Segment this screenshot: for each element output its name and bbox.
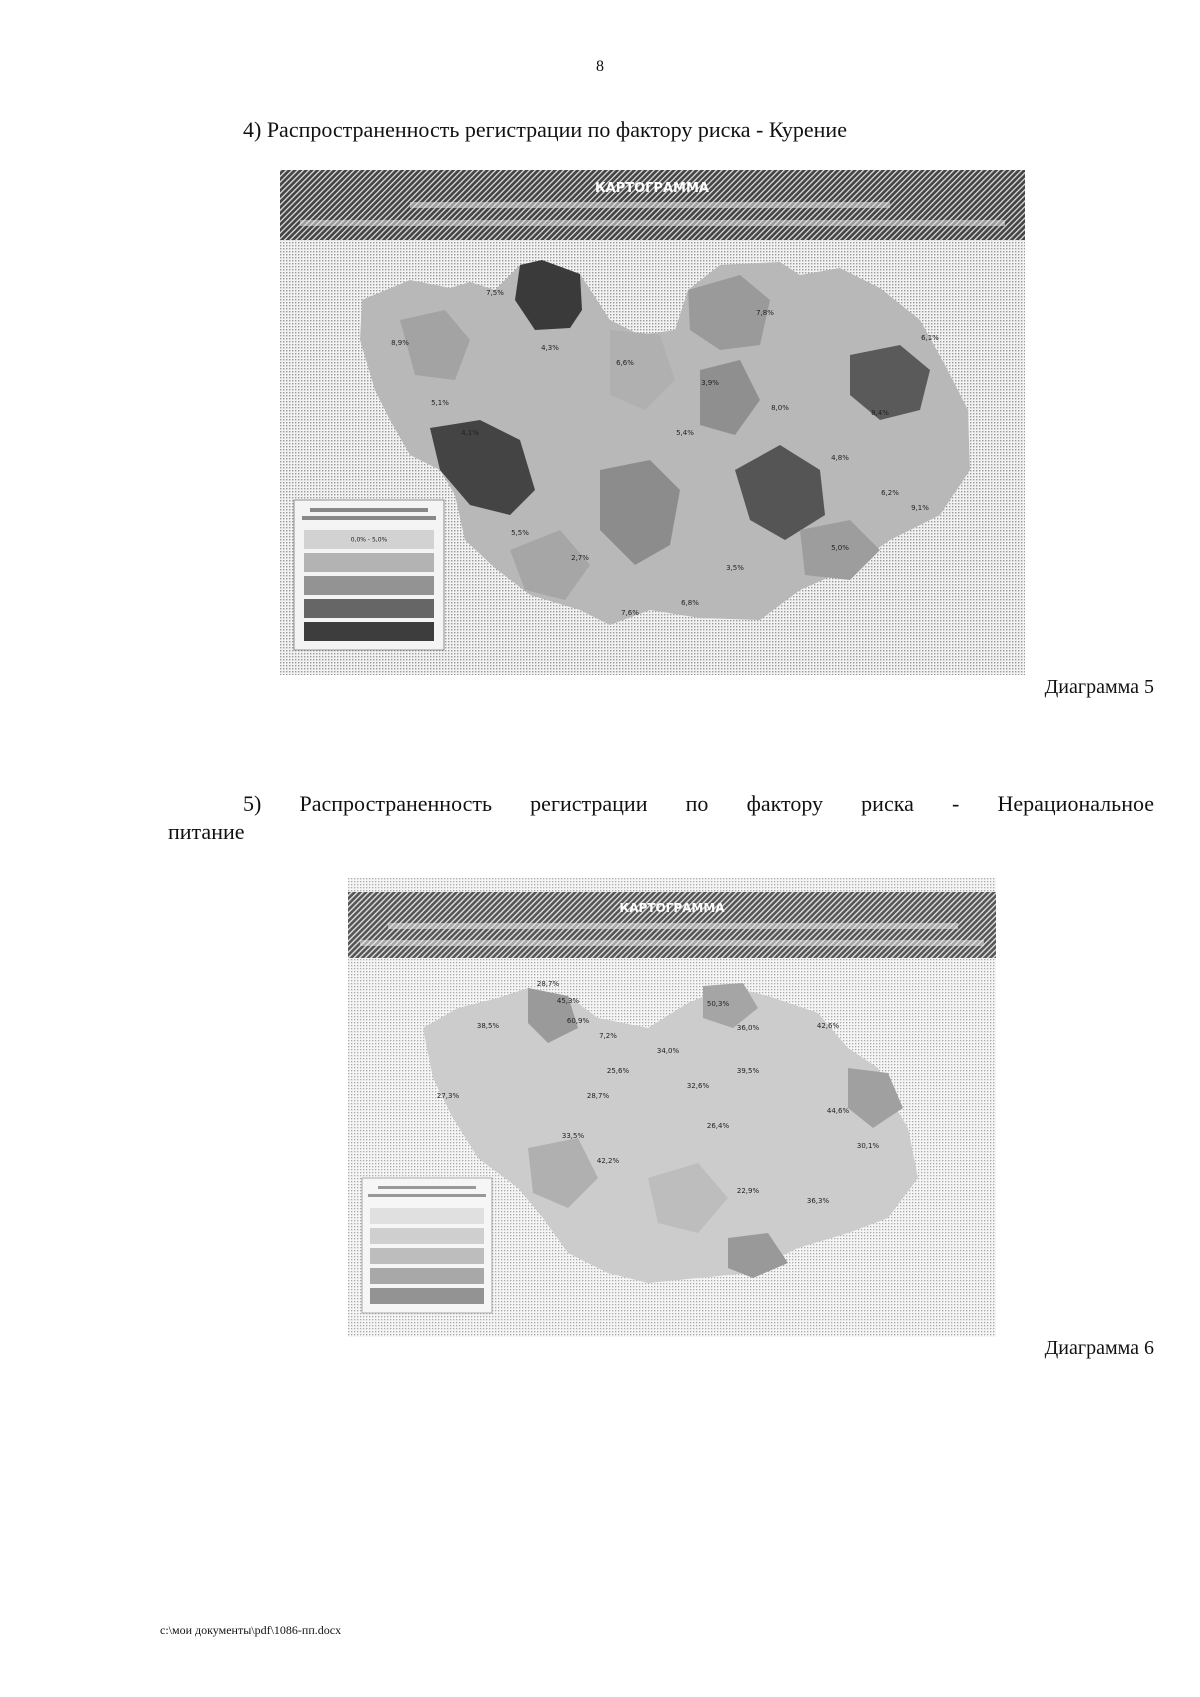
region-value-label: 9,1% [911, 504, 929, 512]
legend-swatch [370, 1248, 484, 1264]
region-value-label: 50,3% [706, 1000, 730, 1008]
region-value-label: 32,6% [686, 1082, 710, 1090]
region-value-label: 38,5% [476, 1022, 500, 1030]
figure-caption-6: Диаграмма 6 [1044, 1337, 1154, 1359]
region-value-label: 4,1% [461, 429, 479, 437]
cartogram-smoking [280, 170, 1025, 675]
legend-swatch [370, 1228, 484, 1244]
region-value-label: 33,5% [561, 1132, 585, 1140]
legend-swatch [370, 1208, 484, 1224]
region-value-label: 28,7% [586, 1092, 610, 1100]
figure-caption-5: Диаграмма 5 [1044, 676, 1154, 698]
footer-file-path: c:\мои документы\pdf\1086-пп.docx [160, 1623, 342, 1637]
region-value-label: 6,1% [921, 334, 939, 342]
region-value-label: 6,2% [881, 489, 899, 497]
legend-title-line-2 [368, 1194, 486, 1197]
legend-title-line-2 [302, 516, 436, 520]
legend-swatch [370, 1268, 484, 1284]
region-value-label: 5,5% [511, 529, 529, 537]
map-subtitle-line-1 [410, 202, 890, 208]
section-5-heading [168, 790, 1154, 846]
map-title: КАРТОГРАММА [595, 181, 709, 196]
legend-range-label: 0,0% - 5,0% [350, 536, 388, 544]
region-value-label: 22,9% [736, 1187, 760, 1195]
legend-swatch [370, 1288, 484, 1304]
region-value-label: 2,7% [571, 554, 589, 562]
map-title: КАРТОГРАММА [619, 901, 725, 915]
region-value-label: 7,6% [621, 609, 639, 617]
map-subtitle-line-2 [300, 220, 1005, 226]
map-legend [362, 1178, 492, 1313]
legend-swatch [304, 599, 434, 618]
region-value-label: 60,9% [566, 1017, 590, 1025]
region-value-label: 27,3% [436, 1092, 460, 1100]
region-value-label: 8,9% [391, 339, 409, 347]
region-value-label: 4,8% [831, 454, 849, 462]
section-5-heading-line-1: 5) Распространенность регистрации по фактору риска - Нерациональное [243, 791, 1154, 816]
region-value-label: 25,6% [606, 1067, 630, 1075]
page-number: 8 [596, 58, 604, 75]
region-value-label: 28,7% [536, 980, 560, 988]
legend-swatch [304, 553, 434, 572]
region-value-label: 3,9% [701, 379, 719, 387]
region-value-label: 26,4% [706, 1122, 730, 1130]
region-value-label: 7,2% [599, 1032, 617, 1040]
legend-title-line-1 [310, 508, 428, 512]
region-value-label: 39,5% [736, 1067, 760, 1075]
region-value-label: 8,0% [771, 404, 789, 412]
map-subtitle-line-1 [388, 923, 958, 929]
section-4-heading: 4) Распространенность регистрации по фактору риска - Курение [243, 117, 847, 142]
region-value-label: 42,2% [596, 1157, 620, 1165]
region-value-label: 45,3% [556, 997, 580, 1005]
region-value-label: 6,8% [681, 599, 699, 607]
cartogram-irrational-nutrition [348, 878, 996, 1337]
region-value-label: 4,3% [541, 344, 559, 352]
region-value-label: 5,0% [831, 544, 849, 552]
map-legend [294, 500, 444, 650]
region-value-label: 30,1% [856, 1142, 880, 1150]
region-value-label: 8,4% [871, 409, 889, 417]
region-value-label: 6,6% [616, 359, 634, 367]
region-value-label: 5,1% [431, 399, 449, 407]
region-value-label: 3,5% [726, 564, 744, 572]
section-5-heading-line-2: питание [168, 819, 245, 844]
legend-title-line-1 [378, 1186, 476, 1189]
region-value-label: 5,4% [676, 429, 694, 437]
region-value-label: 36,3% [806, 1197, 830, 1205]
map-subtitle-line-2 [360, 940, 984, 946]
region-value-label: 7,8% [756, 309, 774, 317]
region-value-label: 7,5% [486, 289, 504, 297]
legend-swatch [304, 622, 434, 641]
region-value-label: 34,0% [656, 1047, 680, 1055]
legend-swatch [304, 576, 434, 595]
region-value-label: 44,6% [826, 1107, 850, 1115]
region-value-label: 36,0% [736, 1024, 760, 1032]
region-value-label: 42,6% [816, 1022, 840, 1030]
